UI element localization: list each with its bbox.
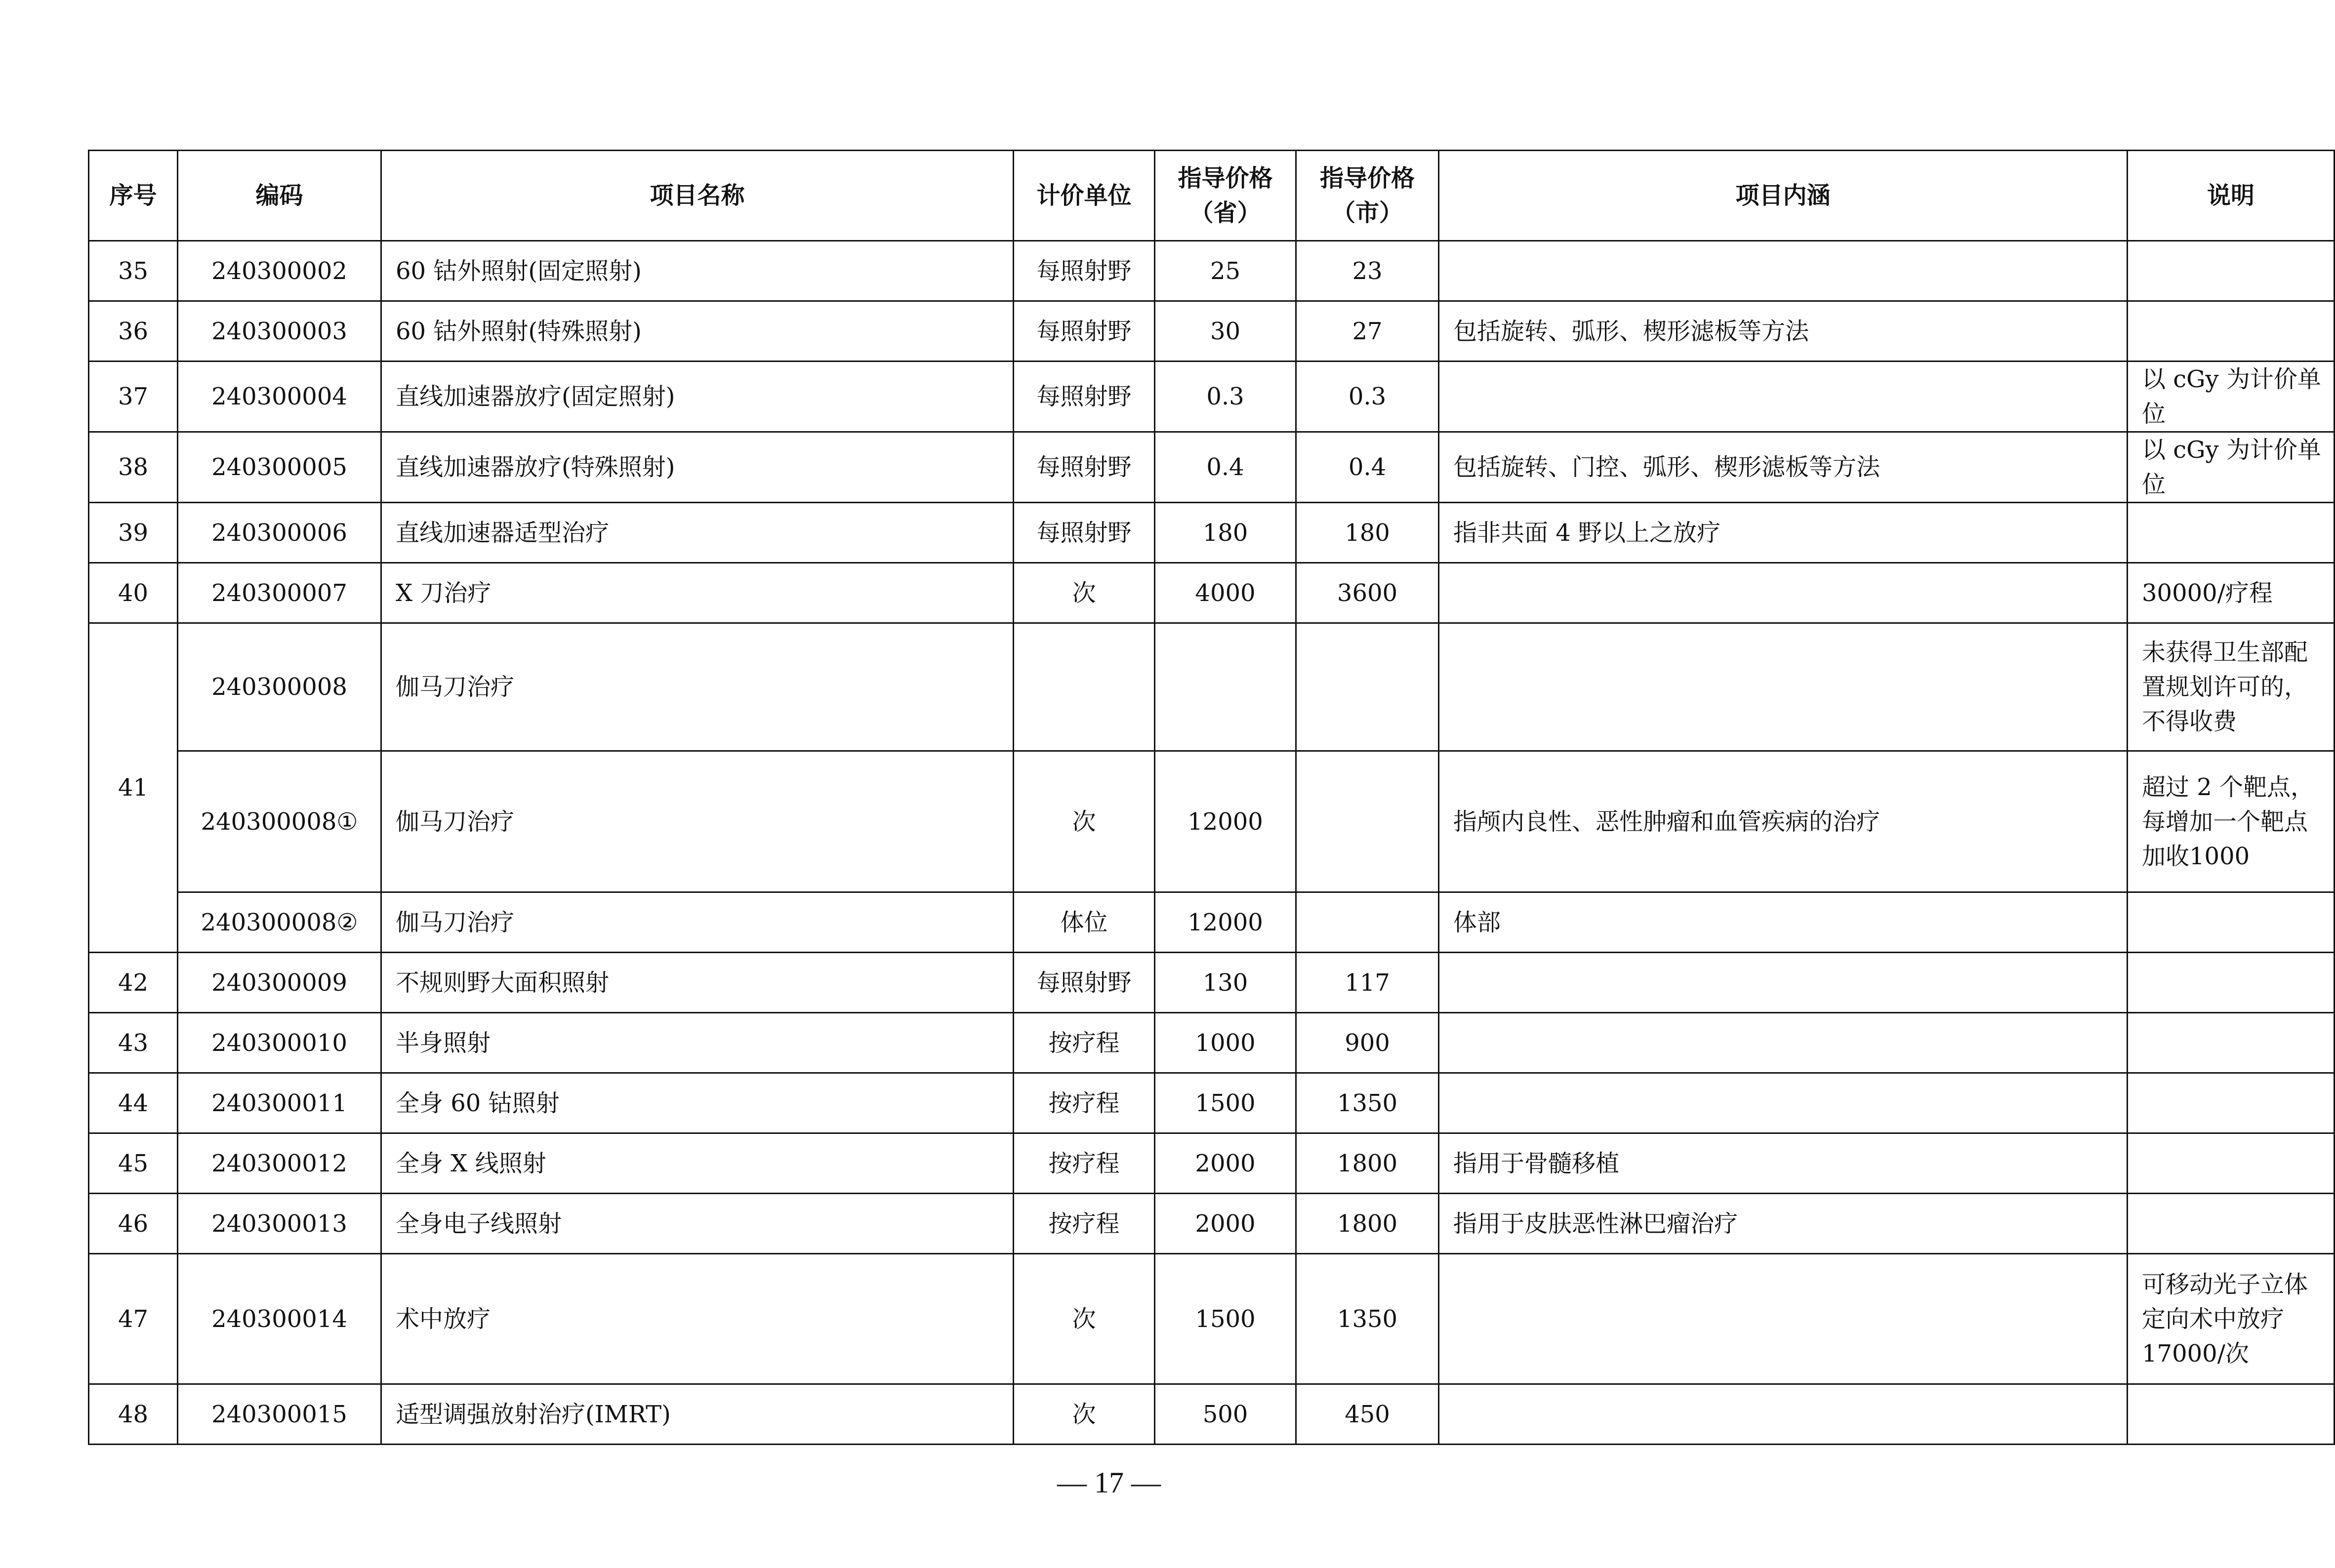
cell-content	[1439, 241, 2128, 301]
cell-no: 36	[89, 301, 178, 362]
table-row	[89, 1194, 2335, 1254]
cell-name: 伽马刀治疗	[381, 623, 1014, 751]
cell-price-city	[1296, 892, 1439, 953]
table-row	[89, 623, 2335, 751]
cell-price-province: 25	[1155, 241, 1296, 301]
cell-name: 全身电子线照射	[381, 1194, 1014, 1254]
cell-unit: 每照射野	[1014, 432, 1155, 503]
cell-no: 41	[89, 623, 178, 953]
cell-name: 术中放疗	[381, 1254, 1014, 1384]
cell-content	[1439, 1254, 2128, 1384]
cell-unit	[1014, 623, 1155, 751]
table-row	[89, 1013, 2335, 1073]
cell-price-city: 27	[1296, 301, 1439, 362]
cell-note	[2128, 1194, 2335, 1254]
table-row	[89, 362, 2335, 432]
cell-name: X 刀治疗	[381, 563, 1014, 623]
cell-no: 45	[89, 1133, 178, 1194]
cell-code: 240300003	[178, 301, 381, 362]
header-no: 序号	[89, 151, 178, 241]
cell-price-province: 2000	[1155, 1194, 1296, 1254]
cell-no: 40	[89, 563, 178, 623]
header-name: 项目名称	[381, 151, 1014, 241]
cell-price-city: 450	[1296, 1384, 1439, 1445]
cell-price-city: 1350	[1296, 1254, 1439, 1384]
cell-code: 240300011	[178, 1073, 381, 1133]
table-row	[89, 301, 2335, 362]
table-row	[89, 892, 2335, 953]
cell-name: 半身照射	[381, 1013, 1014, 1073]
cell-content: 包括旋转、弧形、楔形滤板等方法	[1439, 301, 2128, 362]
cell-content: 指非共面 4 野以上之放疗	[1439, 503, 2128, 563]
cell-unit: 每照射野	[1014, 953, 1155, 1013]
cell-note: 以 cGy 为计价单位	[2128, 432, 2335, 503]
cell-note	[2128, 1384, 2335, 1445]
cell-no: 48	[89, 1384, 178, 1445]
cell-note	[2128, 1073, 2335, 1133]
cell-no: 42	[89, 953, 178, 1013]
cell-price-city: 1800	[1296, 1133, 1439, 1194]
cell-note: 以 cGy 为计价单位	[2128, 362, 2335, 432]
cell-note: 超过 2 个靶点，每增加一个靶点加收1000	[2128, 751, 2335, 892]
cell-code: 240300007	[178, 563, 381, 623]
cell-code: 240300012	[178, 1133, 381, 1194]
cell-price-province: 30	[1155, 301, 1296, 362]
cell-price-province: 12000	[1155, 751, 1296, 892]
header-content: 项目内涵	[1439, 151, 2128, 241]
cell-content: 包括旋转、门控、弧形、楔形滤板等方法	[1439, 432, 2128, 503]
cell-unit: 按疗程	[1014, 1013, 1155, 1073]
cell-unit: 按疗程	[1014, 1133, 1155, 1194]
page-number: — 17 —	[1057, 1466, 1161, 1499]
cell-content: 指颅内良性、恶性肿瘤和血管疾病的治疗	[1439, 751, 2128, 892]
cell-no: 43	[89, 1013, 178, 1073]
cell-note: 未获得卫生部配置规划许可的，不得收费	[2128, 623, 2335, 751]
cell-content	[1439, 623, 2128, 751]
cell-price-city: 0.4	[1296, 432, 1439, 503]
cell-price-city: 1800	[1296, 1194, 1439, 1254]
cell-unit: 次	[1014, 563, 1155, 623]
cell-code: 240300006	[178, 503, 381, 563]
cell-no: 46	[89, 1194, 178, 1254]
cell-unit: 每照射野	[1014, 362, 1155, 432]
cell-name: 直线加速器放疗(固定照射)	[381, 362, 1014, 432]
cell-code: 240300002	[178, 241, 381, 301]
cell-code: 240300008①	[178, 751, 381, 892]
cell-code: 240300005	[178, 432, 381, 503]
cell-content: 体部	[1439, 892, 2128, 953]
cell-code: 240300008	[178, 623, 381, 751]
cell-price-province: 2000	[1155, 1133, 1296, 1194]
cell-unit: 每照射野	[1014, 503, 1155, 563]
cell-note	[2128, 953, 2335, 1013]
cell-code: 240300008②	[178, 892, 381, 953]
table-row	[89, 1254, 2335, 1384]
cell-price-province: 1500	[1155, 1254, 1296, 1384]
cell-name: 直线加速器放疗(特殊照射)	[381, 432, 1014, 503]
cell-unit: 体位	[1014, 892, 1155, 953]
table-row	[89, 1073, 2335, 1133]
cell-no: 35	[89, 241, 178, 301]
header-code: 编码	[178, 151, 381, 241]
cell-no: 44	[89, 1073, 178, 1133]
cell-note	[2128, 1133, 2335, 1194]
cell-no: 37	[89, 362, 178, 432]
table-row	[89, 751, 2335, 892]
cell-code: 240300009	[178, 953, 381, 1013]
table-row	[89, 432, 2335, 503]
cell-code: 240300015	[178, 1384, 381, 1445]
cell-price-province: 12000	[1155, 892, 1296, 953]
cell-unit: 按疗程	[1014, 1194, 1155, 1254]
cell-name: 不规则野大面积照射	[381, 953, 1014, 1013]
cell-name: 60 钴外照射(固定照射)	[381, 241, 1014, 301]
cell-unit: 次	[1014, 1254, 1155, 1384]
cell-code: 240300014	[178, 1254, 381, 1384]
cell-note	[2128, 892, 2335, 953]
table-row	[89, 1133, 2335, 1194]
cell-unit: 每照射野	[1014, 301, 1155, 362]
table-row	[89, 563, 2335, 623]
cell-price-province: 130	[1155, 953, 1296, 1013]
cell-code: 240300013	[178, 1194, 381, 1254]
cell-price-city: 900	[1296, 1013, 1439, 1073]
table-row	[89, 503, 2335, 563]
cell-price-city: 117	[1296, 953, 1439, 1013]
header-price-province: 指导价格（省）	[1155, 151, 1296, 241]
cell-price-province: 180	[1155, 503, 1296, 563]
header-row	[89, 151, 2335, 241]
cell-note	[2128, 503, 2335, 563]
table-row	[89, 953, 2335, 1013]
cell-price-city	[1296, 623, 1439, 751]
cell-code: 240300010	[178, 1013, 381, 1073]
cell-unit: 次	[1014, 1384, 1155, 1445]
cell-content	[1439, 953, 2128, 1013]
cell-code: 240300004	[178, 362, 381, 432]
cell-price-province: 4000	[1155, 563, 1296, 623]
cell-price-city: 0.3	[1296, 362, 1439, 432]
cell-name: 伽马刀治疗	[381, 751, 1014, 892]
cell-note: 30000/疗程	[2128, 563, 2335, 623]
cell-unit: 次	[1014, 751, 1155, 892]
cell-name: 伽马刀治疗	[381, 892, 1014, 953]
cell-price-province: 500	[1155, 1384, 1296, 1445]
header-note: 说明	[2128, 151, 2335, 241]
table-row	[89, 241, 2335, 301]
cell-content	[1439, 1073, 2128, 1133]
cell-price-city	[1296, 751, 1439, 892]
cell-note	[2128, 1013, 2335, 1073]
cell-price-province: 1000	[1155, 1013, 1296, 1073]
cell-no: 47	[89, 1254, 178, 1384]
cell-name: 直线加速器适型治疗	[381, 503, 1014, 563]
cell-no: 39	[89, 503, 178, 563]
cell-price-city: 3600	[1296, 563, 1439, 623]
cell-price-province	[1155, 623, 1296, 751]
cell-note: 可移动光子立体定向术中放疗 17000/次	[2128, 1254, 2335, 1384]
cell-content	[1439, 1013, 2128, 1073]
table-row	[89, 1384, 2335, 1445]
header-unit: 计价单位	[1014, 151, 1155, 241]
price-table	[88, 150, 2335, 1445]
cell-name: 全身 60 钴照射	[381, 1073, 1014, 1133]
cell-price-city: 180	[1296, 503, 1439, 563]
cell-content: 指用于骨髓移植	[1439, 1133, 2128, 1194]
cell-price-city: 23	[1296, 241, 1439, 301]
cell-content	[1439, 563, 2128, 623]
cell-unit: 每照射野	[1014, 241, 1155, 301]
cell-price-city: 1350	[1296, 1073, 1439, 1133]
cell-price-province: 0.3	[1155, 362, 1296, 432]
cell-no: 38	[89, 432, 178, 503]
cell-name: 全身 X 线照射	[381, 1133, 1014, 1194]
cell-unit: 按疗程	[1014, 1073, 1155, 1133]
cell-price-province: 0.4	[1155, 432, 1296, 503]
cell-name: 60 钴外照射(特殊照射)	[381, 301, 1014, 362]
header-price-city: 指导价格（市）	[1296, 151, 1439, 241]
cell-content	[1439, 362, 2128, 432]
cell-note	[2128, 241, 2335, 301]
cell-content	[1439, 1384, 2128, 1445]
cell-price-province: 1500	[1155, 1073, 1296, 1133]
cell-content: 指用于皮肤恶性淋巴瘤治疗	[1439, 1194, 2128, 1254]
cell-name: 适型调强放射治疗(IMRT)	[381, 1384, 1014, 1445]
cell-note	[2128, 301, 2335, 362]
